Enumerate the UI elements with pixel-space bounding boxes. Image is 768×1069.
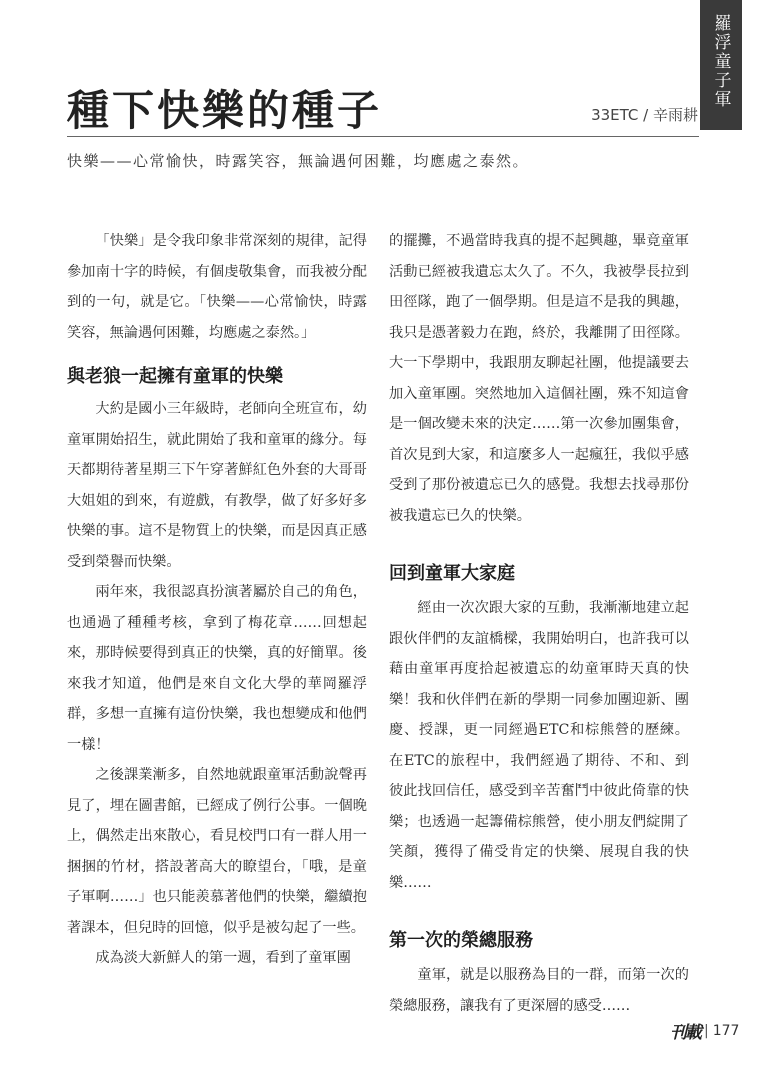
paragraph: 兩年來，我很認真扮演著屬於自己的角色，也通過了種種考核，拿到了梅花章……回想起來，那時候要得到真正的快樂，真的好簡單。後來我才知道，他們是來自文化大學的華岡羅浮群，多想一直擁有這份快樂，我也想變成和他們一樣！ — [67, 584, 367, 753]
magazine-logo: 刊載 — [670, 1023, 700, 1043]
paragraph: 經由一次次跟大家的互動，我漸漸地建立起跟伙伴們的友誼橋樑，我開始明白，也許我可以藉由童軍再度拾起被遺忘的幼童軍時天真的快樂！我和伙伴們在新的學期一同參加團迎新、團慶、授課，更一同經過ETC和棕熊營的歷練。在ETC的旅程中，我們經過了期待、不和、到彼此找回信任，感受到辛苦奮鬥中彼此倚靠的快樂；也透過一起籌備棕熊營，使小朋友們綻開了笑顏，獲得了備受肯定的快樂、展現自我的快樂…… — [389, 600, 689, 891]
paragraph: 「快樂」是令我印象非常深刻的規律，記得參加南十字的時候，有個虔敬集會，而我被分配到的一句，就是它。「快樂——心常愉快，時露笑容，無論遇何困難，均應處之泰然。」 — [67, 233, 367, 341]
paragraph: 之後課業漸多，自然地就跟童軍活動說聲再見了，埋在圖書館，已經成了例行公事。一個晚上，偶然走出來散心，看見校門口有一群人用一捆捆的竹材，搭設著高大的瞭望台，「哦，是童子軍啊……」也只能羨慕著他們的快樂，繼續抱著課本，但兒時的回憶，似乎是被勾起了一些。 — [67, 767, 367, 936]
article-title: 種下快樂的種子 — [67, 86, 383, 135]
section-tab — [700, 0, 742, 130]
title-divider — [67, 136, 699, 137]
page-number: 177 — [712, 1022, 740, 1039]
left-column — [67, 226, 367, 974]
footer-separator: | — [704, 1022, 709, 1039]
paragraph: 的擺攤，不過當時我真的提不起興趣，畢竟童軍活動已經被我遺忘太久了。不久，我被學長拉到田徑隊，跑了一個學期。但是這不是我的興趣，我只是憑著毅力在跑，終於，我離開了田徑隊。大一下學期中，我跟朋友聊起社團，他提議要去加入童軍團。突然地加入這個社團，殊不知這會是一個改變未來的決定……第一次參加團集會，首次見到大家，和這麼多人一起瘋狂，我似乎感受到了那份被遺忘已久的感覺。我想去找尋那份被我遺忘已久的快樂。 — [389, 233, 689, 524]
paragraph: 童軍，就是以服務為目的一群，而第一次的榮總服務，讓我有了更深層的感受…… — [389, 967, 689, 1014]
article-author: 33ETC / 辛雨耕 — [591, 106, 698, 124]
paragraph: 大約是國小三年級時，老師向全班宣布，幼童軍開始招生，就此開始了我和童軍的緣分。每天都期待著星期三下午穿著鮮紅色外套的大哥哥大姐姐的到來，有遊戲，有教學，做了好多好多快樂的事。這不是物質上的快樂，而是因真正感受到榮譽而快樂。 — [67, 401, 367, 570]
article-subtitle: 快樂——心常愉快，時露笑容，無論遇何困難，均應處之泰然。 — [67, 152, 530, 170]
right-column — [389, 226, 689, 1021]
page-footer — [670, 1018, 739, 1043]
section-heading: 第一次的榮總服務 — [389, 930, 533, 951]
paragraph: 成為淡大新鮮人的第一週，看到了童軍團 — [95, 950, 351, 966]
section-tab-label: 羅浮童子軍 — [710, 14, 731, 109]
section-heading: 與老狼一起擁有童軍的快樂 — [67, 366, 283, 387]
section-heading: 回到童軍大家庭 — [389, 563, 515, 584]
